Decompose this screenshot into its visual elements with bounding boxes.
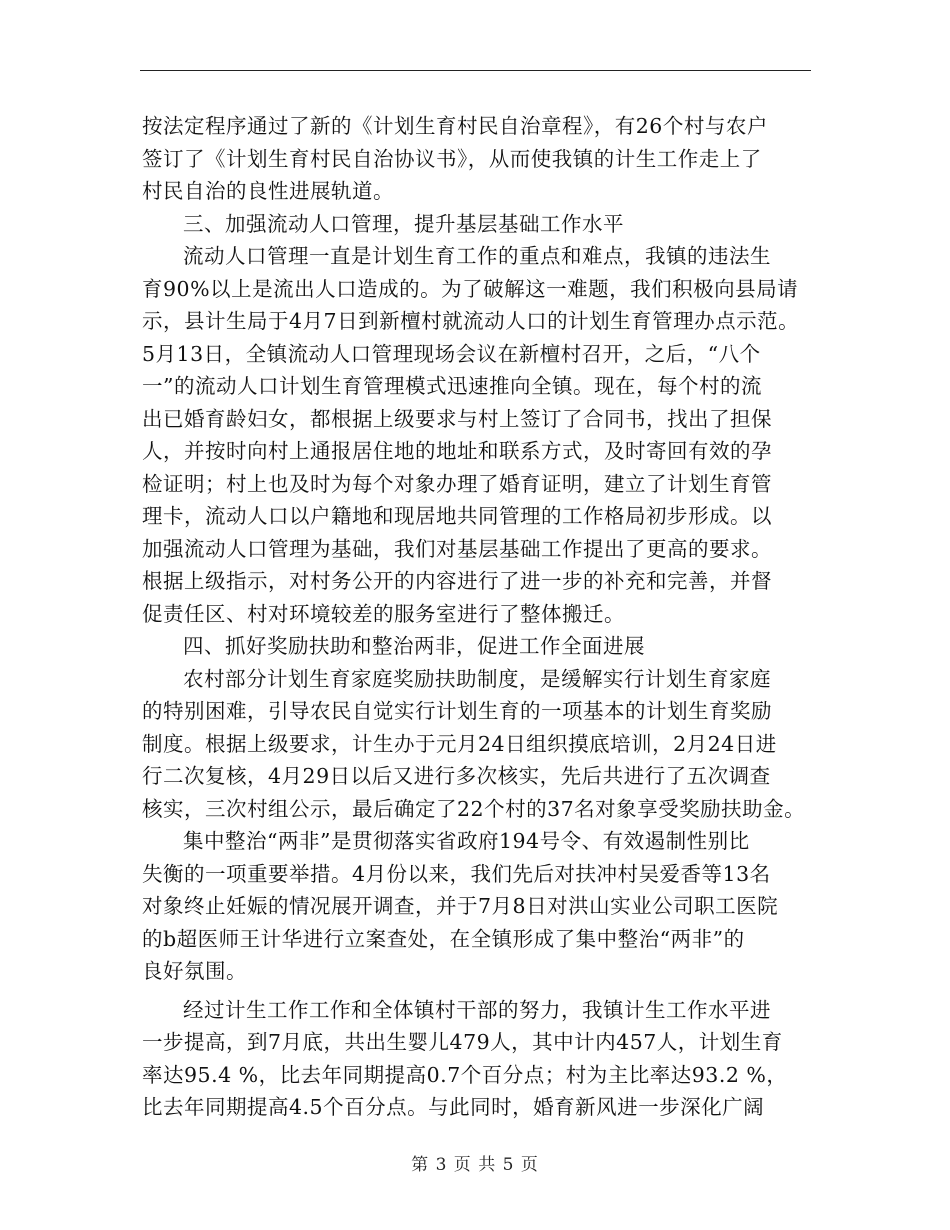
text-line: 一步提高，到7月底，共出生婴儿479人，其中计内457人，计划生育 — [142, 1030, 783, 1054]
text-line: 率达95.4 %，比去年同期提高0.7个百分点；村为主比率达93.2 %， — [142, 1062, 788, 1087]
text-line: 示，县计生局于4月7日到新檀村就流动人口的计划生育管理办点示范。 — [142, 309, 800, 333]
text-line: 经过计生工作工作和全体镇村干部的努力，我镇计生工作水平进 — [183, 997, 771, 1022]
document-body — [142, 110, 822, 1124]
text-line: 良好氛围。 — [142, 959, 247, 983]
text-line: 促责任区、村对环境较差的服务室进行了整体搬迁。 — [142, 601, 625, 626]
text-line: 检证明；村上也及时为每个对象办理了婚育证明，建立了计划生育管 — [142, 471, 772, 496]
text-line: 根据上级指示，对村务公开的内容进行了进一步的补充和完善，并督 — [142, 569, 772, 593]
text-line: 三、加强流动人口管理，提升基层基础工作水平 — [183, 211, 624, 236]
text-line: 集中整治“两非”是贯彻落实省政府194号令、有效遏制性别比 — [183, 829, 750, 853]
text-line: 行二次复核，4月29日以后又进行多次核实，先后共进行了五次调查 — [142, 764, 771, 788]
text-line: 加强流动人口管理为基础，我们对基层基础工作提出了更高的要求。 — [142, 536, 772, 561]
text-line: 理卡，流动人口以户籍地和现居地共同管理的工作格局初步形成。以 — [142, 504, 772, 528]
text-line: 育90%以上是流出人口造成的。为了破解这一难题，我们积极向县局请 — [142, 276, 799, 301]
text-line: 按法定程序通过了新的《计划生育村民自治章程》，有26个村与农户 — [142, 114, 768, 138]
text-line: 的特别困难，引导农民自觉实行计划生育的一项基本的计划生育奖励 — [142, 699, 772, 723]
text-line: 四、抓好奖励扶助和整治两非，促进工作全面进展 — [183, 634, 645, 658]
text-line: 签订了《计划生育村民自治协议书》，从而使我镇的计生工作走上了 — [142, 146, 762, 171]
text-line: 失衡的一项重要举措。4月份以来，我们先后对扶冲村吴爱香等13名 — [142, 861, 771, 886]
text-line: 核实，三次村组公示，最后确定了22个村的37名对象享受奖励扶助金。 — [142, 796, 806, 821]
text-line: 村民自治的良性进展轨道。 — [142, 179, 394, 203]
header-rule — [140, 70, 811, 71]
text-line: 农村部分计划生育家庭奖励扶助制度，是缓解实行计划生育家庭 — [183, 666, 771, 691]
text-line: 出已婚育龄妇女，都根据上级要求与村上签订了合同书，找出了担保 — [142, 406, 772, 431]
text-line: 人，并按时向村上通报居住地的地址和联系方式，及时寄回有效的孕 — [142, 439, 772, 463]
text-line: 的b超医师王计华进行立案查处，在全镇形成了集中整治“两非”的 — [142, 926, 745, 951]
text-line: 比去年同期提高4.5个百分点。与此同时，婚育新风进一步深化广阔 — [142, 1095, 765, 1119]
text-line: 制度。根据上级要求，计生办于元月24日组织摸底培训，2月24日进 — [142, 731, 777, 756]
page-footer: 第 3 页 共 5 页 — [411, 1155, 539, 1175]
text-line: 流动人口管理一直是计划生育工作的重点和难点，我镇的违法生 — [183, 244, 771, 268]
text-line: 对象终止妊娠的情况展开调查，并于7月8日对洪山实业公司职工医院 — [142, 894, 779, 918]
text-line: 5月13日，全镇流动人口管理现场会议在新檀村召开，之后，“八个 — [142, 341, 761, 366]
text-line: 一”的流动人口计划生育管理模式迅速推向全镇。现在，每个村的流 — [142, 374, 762, 398]
